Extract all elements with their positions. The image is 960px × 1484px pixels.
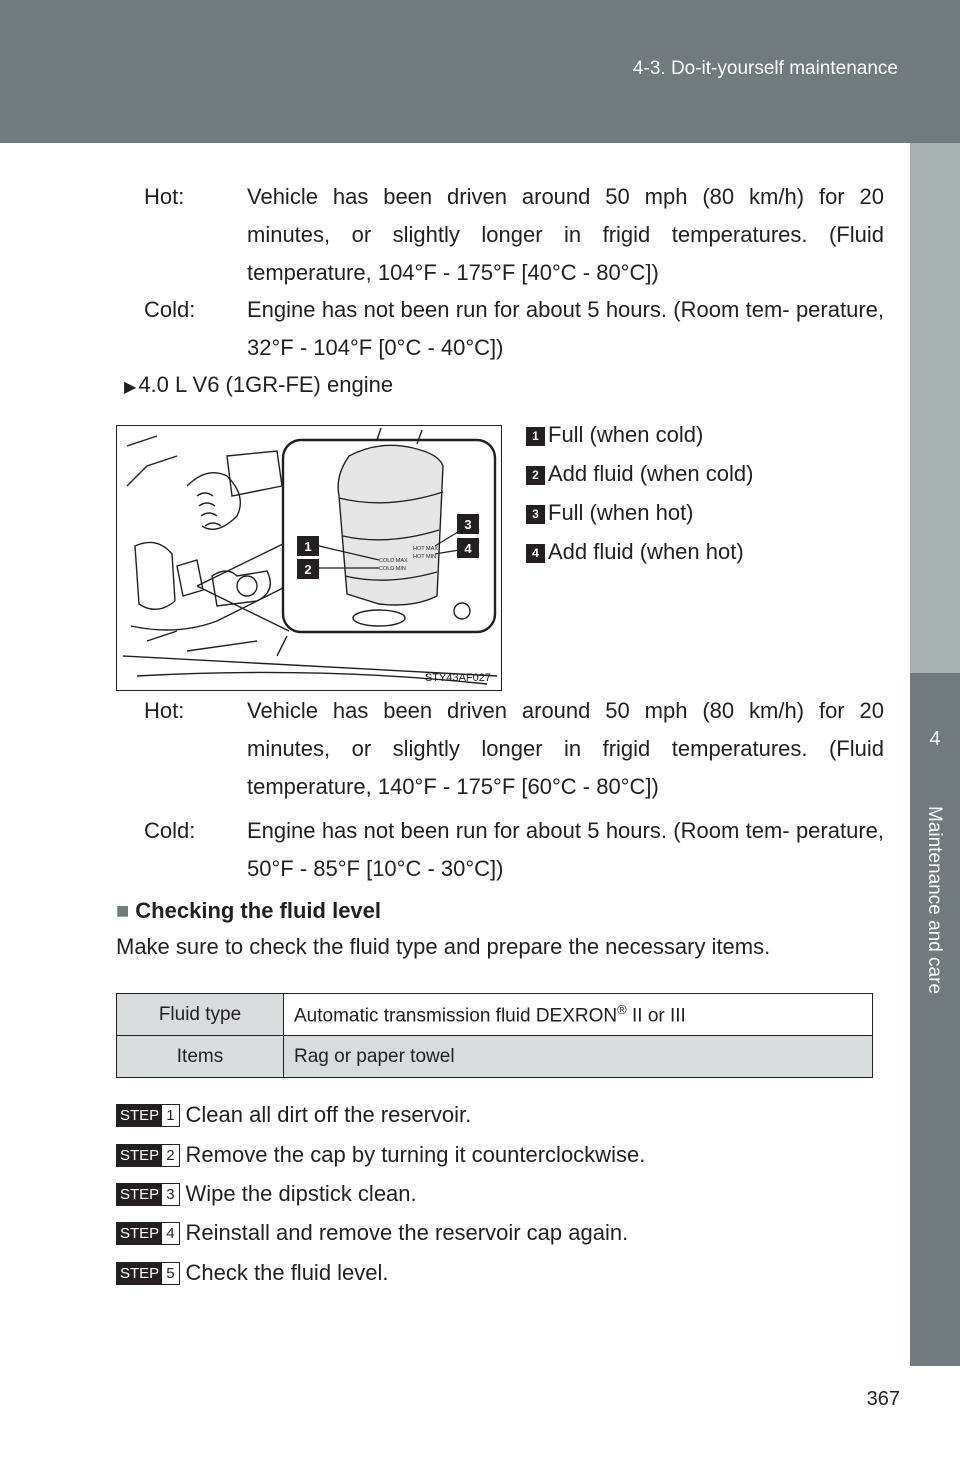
legend-badge: 4 xyxy=(526,544,545,563)
reservoir-figure xyxy=(116,425,502,691)
hot-description: Vehicle has been driven around 50 mph (80 km/h) for 20 minutes, or slightly longer in frigid temperatures. (Fluid temperature, 104°F - 175°F [40°C - 80°C]) xyxy=(247,184,884,285)
step-text: Check the fluid level. xyxy=(185,1260,389,1285)
step-badge xyxy=(116,1183,180,1206)
fluid-items-table xyxy=(116,993,873,1078)
arrow-right-icon: ▶ xyxy=(124,379,137,396)
cold-description: Engine has not been run for about 5 hours. (Room tem- perature, 50°F - 85°F [10°C - 30°C]) xyxy=(247,818,884,881)
cold-min-mark: COLD MIN xyxy=(379,566,406,572)
legend-text: Full (when hot) xyxy=(548,500,694,525)
callout-4: 4 xyxy=(464,541,472,556)
legend-item-1 xyxy=(526,422,703,448)
step-number: 4 xyxy=(166,1225,175,1242)
square-bullet-icon: ■ xyxy=(116,898,130,923)
step-badge xyxy=(116,1222,180,1245)
hot-min-mark: HOT MIN xyxy=(413,554,437,560)
step-3 xyxy=(116,1180,417,1208)
table-label: Fluid type xyxy=(117,994,284,1036)
step-number: 5 xyxy=(166,1265,175,1282)
step-number: 3 xyxy=(166,1186,175,1203)
step-number: 2 xyxy=(166,1147,175,1164)
page-number: 367 xyxy=(866,1388,900,1410)
callout-1: 1 xyxy=(304,539,312,554)
step-text: Reinstall and remove the reservoir cap again. xyxy=(185,1220,629,1245)
figure-code: STY43AF027 xyxy=(424,672,491,684)
hot-description: Vehicle has been driven around 50 mph (80 km/h) for 20 minutes, or slightly longer in frigid temperatures. (Fluid temperature, 140°F - 175°F [60°C - 80°C]) xyxy=(247,698,884,799)
cold-condition-1 xyxy=(144,291,884,371)
step-badge xyxy=(116,1262,180,1285)
legend-item-3 xyxy=(526,500,694,526)
section-heading xyxy=(116,898,381,924)
cold-term: Cold: xyxy=(144,297,196,322)
table-value: Rag or paper towel xyxy=(284,1036,873,1078)
section-header-title: 4-3. Do-it-yourself maintenance xyxy=(632,58,898,79)
table-label: Items xyxy=(117,1036,284,1078)
chapter-number: 4 xyxy=(929,728,941,750)
step-number: 1 xyxy=(166,1107,175,1124)
table-row xyxy=(117,1036,873,1078)
fluid-type-value-end: II or III xyxy=(626,1005,686,1027)
cold-condition-2 xyxy=(144,812,884,892)
legend-text: Add fluid (when hot) xyxy=(548,539,744,564)
table-row xyxy=(117,994,873,1036)
engine-heading xyxy=(124,372,393,398)
registered-mark: ® xyxy=(617,1001,627,1017)
hot-condition-2 xyxy=(144,692,884,812)
step-4 xyxy=(116,1219,628,1247)
step-badge xyxy=(116,1144,180,1167)
side-tab-upper xyxy=(910,143,960,673)
chapter-title: Maintenance and care xyxy=(924,806,945,995)
step-1 xyxy=(116,1101,471,1129)
step-tag: STEP xyxy=(117,1263,162,1284)
legend-text: Add fluid (when cold) xyxy=(548,461,754,486)
hot-condition-1 xyxy=(144,178,884,298)
step-text: Wipe the dipstick clean. xyxy=(185,1181,417,1206)
hot-max-mark: HOT MAX xyxy=(413,546,438,552)
engine-heading-text: 4.0 L V6 (1GR-FE) engine xyxy=(138,372,394,397)
legend-badge: 2 xyxy=(526,466,545,485)
fluid-type-value: Automatic transmission fluid DEXRON xyxy=(294,1005,618,1027)
callout-3: 3 xyxy=(464,517,472,532)
legend-item-4 xyxy=(526,539,744,565)
side-tab-chapter xyxy=(910,673,960,1366)
step-5 xyxy=(116,1259,389,1287)
cold-term: Cold: xyxy=(144,818,196,843)
step-badge xyxy=(116,1104,180,1127)
section-intro: Make sure to check the fluid type and prepare the necessary items. xyxy=(116,934,771,959)
step-2 xyxy=(116,1141,645,1169)
callout-2: 2 xyxy=(304,562,312,577)
engine-illustration xyxy=(117,426,501,690)
step-tag: STEP xyxy=(117,1184,162,1205)
step-tag: STEP xyxy=(117,1145,162,1166)
legend-item-2 xyxy=(526,461,753,487)
section-heading-text: Checking the fluid level xyxy=(135,898,382,923)
header-bar xyxy=(0,0,960,143)
table-value xyxy=(284,994,873,1036)
cold-description: Engine has not been run for about 5 hours. (Room tem- perature, 32°F - 104°F [0°C - 40°C]) xyxy=(247,297,884,360)
step-text: Clean all dirt off the reservoir. xyxy=(185,1102,472,1127)
step-tag: STEP xyxy=(117,1223,162,1244)
legend-badge: 1 xyxy=(526,427,545,446)
step-tag: STEP xyxy=(117,1105,162,1126)
hot-term: Hot: xyxy=(144,184,185,209)
step-text: Remove the cap by turning it counterclockwise. xyxy=(185,1142,646,1167)
legend-badge: 3 xyxy=(526,505,545,524)
cold-max-mark: COLD MAX xyxy=(379,558,408,564)
hot-term: Hot: xyxy=(144,698,185,723)
legend-text: Full (when cold) xyxy=(548,422,704,447)
